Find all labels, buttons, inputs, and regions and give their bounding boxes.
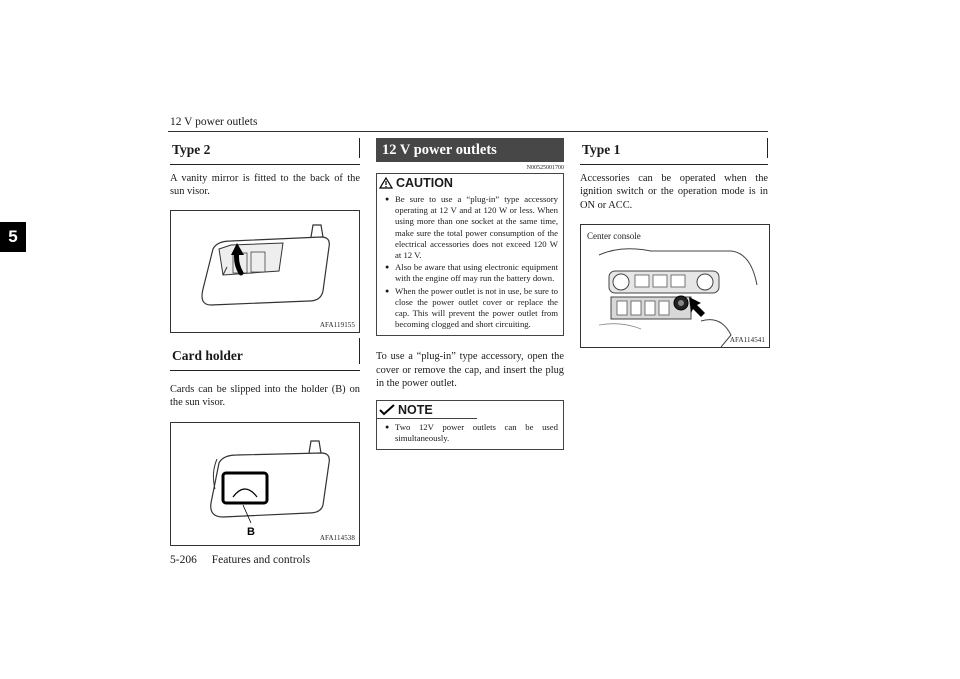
header-rule [168,131,768,132]
card-holder-text: Cards can be slipped into the holder (B) on the sun visor. [170,383,360,409]
caution-list [377,191,563,335]
page-number: 5-206 [170,554,197,566]
holder-b-label: B [247,525,255,538]
type2-text: A vanity mirror is fitted to the back of the sun visor. [170,173,360,198]
chapter-tab: 5 [0,222,26,252]
usage-text: To use a “plug-in” type accessory, open the cover or remove the cap, and insert the plug in the power outlet. [376,351,564,390]
caution-label: CAUTION [396,176,453,190]
caution-item: ● When the power outlet is not in use, be sure to close the power outlet cover or replace the cap. This will prevent the power outlet from becoming clogged and short circuiting. [385,286,558,331]
figure-code: AFA114538 [319,533,355,542]
section-banner: 12 V power outlets [376,138,564,162]
type1-heading-text: Type 1 [582,142,621,157]
note-pencil-icon [379,404,395,416]
column-right [580,138,768,348]
column-left [170,138,360,546]
note-header [377,401,563,418]
caution-box [376,173,564,336]
figure-code: AFA119155 [319,320,355,329]
type2-heading [170,138,360,165]
type1-heading [580,138,768,165]
note-item: ● Two 12V power outlets can be used simultaneously. [385,422,558,444]
note-label: NOTE [398,402,433,417]
page-header-title: 12 V power outlets [170,116,258,128]
center-console-illustration [581,225,769,347]
column-middle [376,138,564,450]
caution-item: ● Be sure to use a “plug-in” type accessory operating at 12 V and at 120 W or less. When using more than one socket at the same time, make sure the total power consumption of the electrical accessories does not exceed 120 W at 12 V. [385,194,558,261]
warning-triangle-icon [379,177,393,189]
center-console-label: Center console [587,231,641,242]
caution-header [377,174,563,191]
page-footer [170,554,310,566]
reference-code: N00525001700 [526,165,564,171]
card-holder-figure [170,422,360,546]
figure-code: AFA114541 [729,336,765,345]
card-holder-illustration [171,423,359,545]
vanity-mirror-illustration [171,211,359,332]
center-console-figure [580,224,770,348]
type2-heading-text: Type 2 [172,142,211,157]
caution-item: ● Also be aware that using electronic equipment with the engine off may run the battery down. [385,262,558,284]
card-holder-heading-text: Card holder [172,347,243,363]
note-box [376,400,564,450]
card-holder-heading [170,338,360,371]
type1-text: Accessories can be operated when the ignition switch or the operation mode is in ON or ACC. [580,173,768,211]
footer-section: Features and controls [211,554,311,566]
note-list [377,419,563,449]
vanity-mirror-figure [170,210,360,333]
